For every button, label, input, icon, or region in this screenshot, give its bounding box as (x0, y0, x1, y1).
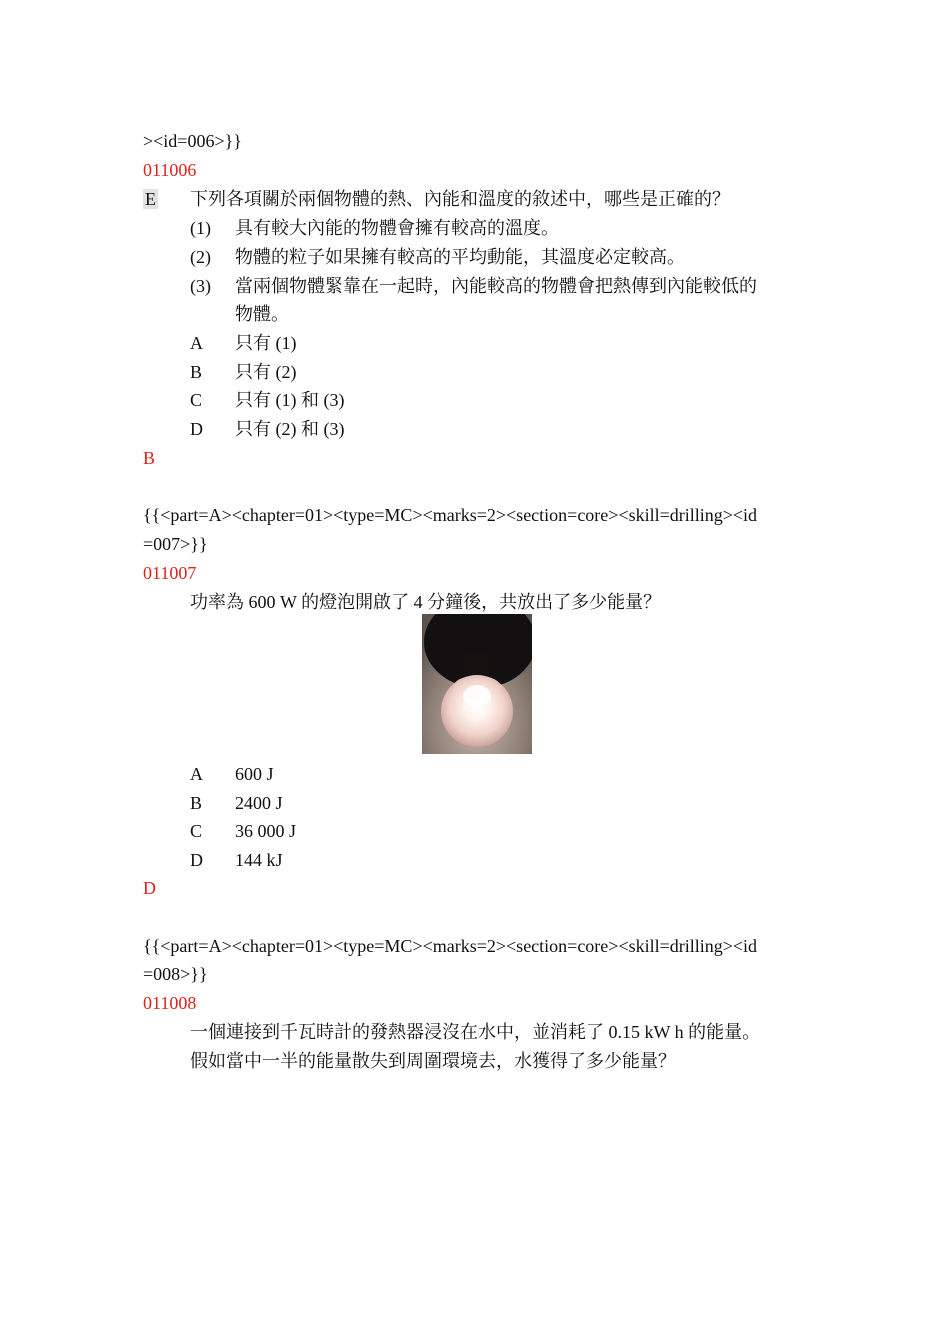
tag-line: {{<part=A><chapter=01><type=MC><marks=2><section=core><skill=drilling><id (143, 505, 758, 525)
answer: D (143, 878, 156, 898)
option-text: 只有 (1) 和 (3) (235, 390, 345, 410)
option-text: 600 J (235, 764, 274, 784)
question-id: 011006 (143, 160, 197, 180)
option-letter: D (190, 419, 203, 439)
option-letter: A (190, 764, 203, 784)
option-letter: A (190, 333, 203, 353)
question-stem: 下列各項關於兩個物體的熱、內能和溫度的敘述中，哪些是正確的？ (190, 189, 730, 209)
option-letter: B (190, 793, 203, 813)
tag-line: =007>}} (143, 534, 208, 554)
statement-number: (3) (190, 276, 211, 296)
statement-text-continued: 物體。 (235, 304, 289, 324)
option-letter: D (190, 850, 203, 870)
question-id: 011007 (143, 563, 197, 583)
question-marker: E (145, 189, 156, 209)
option-text: 36 000 J (235, 821, 297, 841)
option-text: 2400 J (235, 793, 283, 813)
option-text: 只有 (1) (235, 333, 297, 353)
question-stem: 一個連接到千瓦時計的發熱器浸沒在水中，並消耗了 0.15 kW h 的能量。 (190, 1022, 761, 1042)
statement-number: (2) (190, 247, 211, 267)
option-letter: C (190, 821, 203, 841)
statement-text: 物體的粒子如果擁有較高的平均動能，其溫度必定較高。 (235, 247, 685, 267)
option-text: 144 kJ (235, 850, 283, 870)
question-stem: 假如當中一半的能量散失到周圍環境去，水獲得了多少能量？ (190, 1051, 676, 1071)
option-text: 只有 (2) 和 (3) (235, 419, 345, 439)
statement-number: (1) (190, 218, 211, 238)
light-bulb-photo (422, 614, 532, 754)
tag-line: {{<part=A><chapter=01><type=MC><marks=2><section=core><skill=drilling><id (143, 936, 758, 956)
question-stem: 功率為 600 W 的燈泡開啟了 4 分鐘後，共放出了多少能量？ (190, 592, 662, 612)
tag-line: =008>}} (143, 964, 208, 984)
option-text: 只有 (2) (235, 362, 297, 382)
option-letter: B (190, 362, 203, 382)
statement-text: 當兩個物體緊靠在一起時，內能較高的物體會把熱傳到內能較低的 (235, 276, 757, 296)
tag-line: ><id=006>}} (143, 131, 242, 151)
option-letter: C (190, 390, 203, 410)
question-id: 011008 (143, 993, 197, 1013)
answer: B (143, 448, 156, 468)
statement-text: 具有較大內能的物體會擁有較高的溫度。 (235, 218, 559, 238)
